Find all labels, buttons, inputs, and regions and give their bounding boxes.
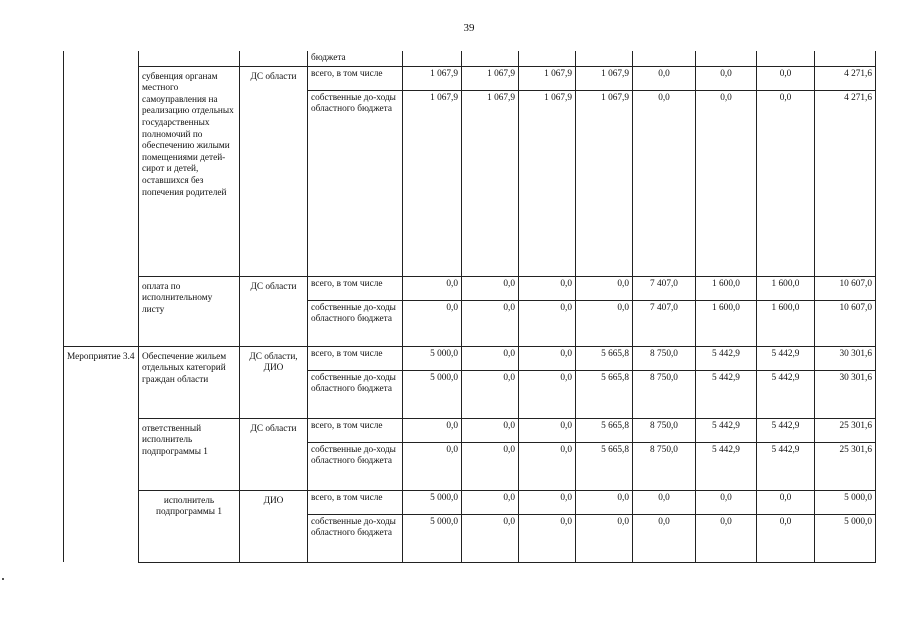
value-cell: 0,0 — [633, 66, 696, 90]
value-cell — [403, 51, 462, 66]
table-row — [64, 66, 876, 90]
value-cell: 1 600,0 — [696, 276, 757, 300]
value-cell — [815, 51, 876, 66]
table-row — [64, 490, 876, 514]
table-row — [64, 276, 876, 300]
value-cell: 0,0 — [757, 490, 815, 514]
item-name: субвенция органам местного самоуправления на реализацию отдельных государственных полномочий по обеспечению жилыми помещениями детей-сирот и детей, оставшихся без попечения родителей — [139, 66, 240, 276]
value-cell: 1 067,9 — [462, 90, 519, 276]
value-cell: 0,0 — [696, 514, 757, 562]
funding-type-cell: всего, в том числе — [308, 66, 403, 90]
value-cell — [519, 51, 576, 66]
executor-cell: ДС области — [240, 66, 308, 276]
value-cell: 5 000,0 — [403, 370, 462, 418]
funding-type-cell: всего, в том числе — [308, 490, 403, 514]
value-cell: 1 067,9 — [576, 90, 633, 276]
executor-cell: ДС области — [240, 418, 308, 490]
funding-type-cell: собственные до-ходы областного бюджета — [308, 300, 403, 346]
value-cell: 25 301,6 — [815, 442, 876, 490]
value-cell: 0,0 — [757, 514, 815, 562]
executor-cell: ДИО — [240, 490, 308, 562]
table-row — [64, 418, 876, 442]
value-cell: 5 000,0 — [403, 514, 462, 562]
value-cell: 0,0 — [757, 66, 815, 90]
value-cell: 10 607,0 — [815, 276, 876, 300]
value-cell: 1 067,9 — [576, 66, 633, 90]
value-cell: 5 442,9 — [696, 346, 757, 370]
value-cell: 0,0 — [403, 442, 462, 490]
funding-type-cell: всего, в том числе — [308, 418, 403, 442]
value-cell: 5 442,9 — [696, 370, 757, 418]
value-cell: 0,0 — [757, 90, 815, 276]
value-cell: 0,0 — [519, 276, 576, 300]
value-cell: 0,0 — [462, 418, 519, 442]
value-cell — [757, 51, 815, 66]
value-cell: 0,0 — [462, 514, 519, 562]
funding-type-cell: всего, в том числе — [308, 346, 403, 370]
value-cell: 5 442,9 — [696, 418, 757, 442]
value-cell: 5 442,9 — [757, 442, 815, 490]
value-cell: 1 067,9 — [403, 90, 462, 276]
funding-type-cell: всего, в том числе — [308, 276, 403, 300]
value-cell: 0,0 — [576, 514, 633, 562]
value-cell: 5 000,0 — [815, 490, 876, 514]
item-name: Обеспечение жильем отдельных категорий граждан области — [139, 346, 240, 418]
value-cell: 0,0 — [519, 300, 576, 346]
value-cell: 0,0 — [696, 66, 757, 90]
value-cell: 1 600,0 — [696, 300, 757, 346]
measure-cell — [64, 51, 139, 346]
value-cell: 5 000,0 — [403, 346, 462, 370]
executor-cell — [240, 51, 308, 66]
value-cell: 8 750,0 — [633, 346, 696, 370]
value-cell: 0,0 — [576, 300, 633, 346]
value-cell: 0,0 — [403, 300, 462, 346]
value-cell: 8 750,0 — [633, 442, 696, 490]
scan-mark — [2, 578, 4, 580]
value-cell: 1 067,9 — [519, 90, 576, 276]
value-cell: 0,0 — [696, 90, 757, 276]
value-cell: 0,0 — [519, 442, 576, 490]
value-cell: 1 600,0 — [757, 276, 815, 300]
value-cell: 0,0 — [462, 370, 519, 418]
value-cell: 0,0 — [633, 514, 696, 562]
value-cell — [696, 51, 757, 66]
funding-type-cell: собственные до-ходы областного бюджета — [308, 90, 403, 276]
table-row — [64, 51, 876, 66]
value-cell: 5 442,9 — [757, 370, 815, 418]
table-body — [64, 51, 876, 562]
value-cell — [462, 51, 519, 66]
value-cell: 0,0 — [403, 418, 462, 442]
name-cell — [139, 51, 240, 66]
value-cell: 1 067,9 — [403, 66, 462, 90]
value-cell: 0,0 — [403, 276, 462, 300]
value-cell: 0,0 — [519, 346, 576, 370]
value-cell: 0,0 — [462, 442, 519, 490]
budget-table — [63, 51, 876, 563]
funding-type-cell: собственные до-ходы областного бюджета — [308, 514, 403, 562]
value-cell: 0,0 — [576, 276, 633, 300]
value-cell: 30 301,6 — [815, 370, 876, 418]
value-cell: 4 271,6 — [815, 66, 876, 90]
value-cell: 7 407,0 — [633, 300, 696, 346]
value-cell: 8 750,0 — [633, 418, 696, 442]
value-cell: 0,0 — [462, 300, 519, 346]
value-cell — [576, 51, 633, 66]
value-cell: 0,0 — [633, 90, 696, 276]
value-cell: 5 665,8 — [576, 442, 633, 490]
funding-type-cell: собственные до-ходы областного бюджета — [308, 370, 403, 418]
value-cell: 5 665,8 — [576, 346, 633, 370]
value-cell: 8 750,0 — [633, 370, 696, 418]
page-number: 39 — [463, 22, 475, 34]
value-cell: 0,0 — [462, 346, 519, 370]
value-cell: 5 665,8 — [576, 370, 633, 418]
value-cell: 1 067,9 — [519, 66, 576, 90]
value-cell: 0,0 — [519, 370, 576, 418]
measure-cell: Мероприятие 3.4 — [64, 346, 139, 562]
executor-cell: ДС области — [240, 276, 308, 346]
value-cell: 25 301,6 — [815, 418, 876, 442]
value-cell: 5 442,9 — [696, 442, 757, 490]
value-cell: 7 407,0 — [633, 276, 696, 300]
item-name: ответственный исполнитель подпрограммы 1 — [139, 418, 240, 490]
value-cell: 5 000,0 — [815, 514, 876, 562]
value-cell: 1 600,0 — [757, 300, 815, 346]
executor-cell: ДС области, ДИО — [240, 346, 308, 418]
funding-type-cell: собственные до-ходы областного бюджета — [308, 442, 403, 490]
value-cell — [633, 51, 696, 66]
value-cell: 0,0 — [696, 490, 757, 514]
value-cell: 5 000,0 — [403, 490, 462, 514]
value-cell: 0,0 — [519, 490, 576, 514]
value-cell: 5 442,9 — [757, 346, 815, 370]
item-name: исполнитель подпрограммы 1 — [139, 490, 240, 562]
value-cell: 0,0 — [633, 490, 696, 514]
value-cell: 30 301,6 — [815, 346, 876, 370]
item-name: оплата по исполнительному листу — [139, 276, 240, 346]
value-cell: 1 067,9 — [462, 66, 519, 90]
value-cell: 0,0 — [519, 418, 576, 442]
value-cell: 5 442,9 — [757, 418, 815, 442]
value-cell: 0,0 — [576, 490, 633, 514]
table-row — [64, 346, 876, 370]
value-cell: 4 271,6 — [815, 90, 876, 276]
value-cell: 0,0 — [462, 276, 519, 300]
value-cell: 0,0 — [519, 514, 576, 562]
value-cell: 10 607,0 — [815, 300, 876, 346]
value-cell: 0,0 — [462, 490, 519, 514]
funding-type-cell: бюджета — [308, 51, 403, 66]
value-cell: 5 665,8 — [576, 418, 633, 442]
